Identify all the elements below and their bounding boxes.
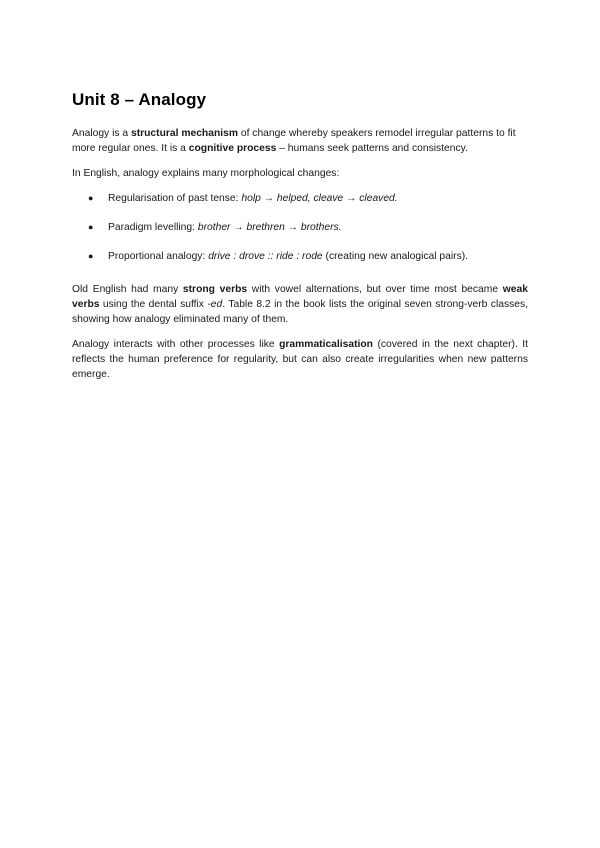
para2-bold-strong-verbs: strong verbs [182, 284, 248, 295]
document-page [72, 90, 528, 392]
lead-paragraph: In English, analogy explains many morphological changes: [72, 168, 340, 179]
grammaticalisation-paragraph [72, 337, 528, 382]
intro-text-3: – humans seek patterns and consistency. [276, 143, 468, 154]
list-item-example: brother → brethren → brothers. [197, 222, 342, 233]
list-item-label: Proportional analogy: [108, 251, 209, 262]
list-item-tail: (creating new analogical pairs). [322, 251, 469, 262]
para2-text-2: with vowel alternations, but over time most became [247, 284, 503, 295]
intro-text-1: Analogy is a [72, 128, 131, 139]
bullet-icon: ● [88, 222, 94, 232]
list-item-label: Paradigm levelling: [108, 222, 198, 233]
para2-text-4: . Table 8.2 in the book lists the original seven strong-verb classes, showing how analogy eliminated many of them. [72, 299, 528, 325]
bullet-icon: ● [88, 251, 94, 261]
intro-text-2: of change whereby speakers remodel irregular patterns to fit more regular ones. It is a [72, 128, 516, 154]
intro-paragraph [72, 126, 528, 156]
list-item [72, 249, 528, 264]
para2-italic-suffix: -ed [207, 299, 223, 310]
para3-text-1: Analogy interacts with other processes like [72, 339, 280, 350]
examples-list [72, 191, 528, 264]
bullet-icon: ● [88, 193, 94, 203]
list-item-example: holp → helped, cleave → cleaved. [241, 193, 398, 204]
list-item [72, 191, 528, 206]
intro-bold-cognitive-process: cognitive process [188, 143, 277, 154]
para3-text-2: (covered in the next chapter). It reflects the human preference for regularity, but can also create irregularities when new patterns emerge. [72, 339, 528, 380]
page-title: Unit 8 – Analogy [72, 90, 207, 109]
strong-verbs-paragraph [72, 282, 528, 327]
para2-bold-weak-verbs: weak verbs [72, 284, 528, 310]
list-item-example: drive : drove :: ride : rode [208, 251, 323, 262]
para2-text-3: using the dental suffix [99, 299, 208, 310]
intro-bold-structural-mechanism: structural mechanism [130, 128, 238, 139]
list-item [72, 220, 528, 235]
para3-bold-grammaticalisation: grammaticalisation [279, 339, 373, 350]
para2-text-1: Old English had many [72, 284, 183, 295]
list-item-label: Regularisation of past tense: [108, 193, 242, 204]
